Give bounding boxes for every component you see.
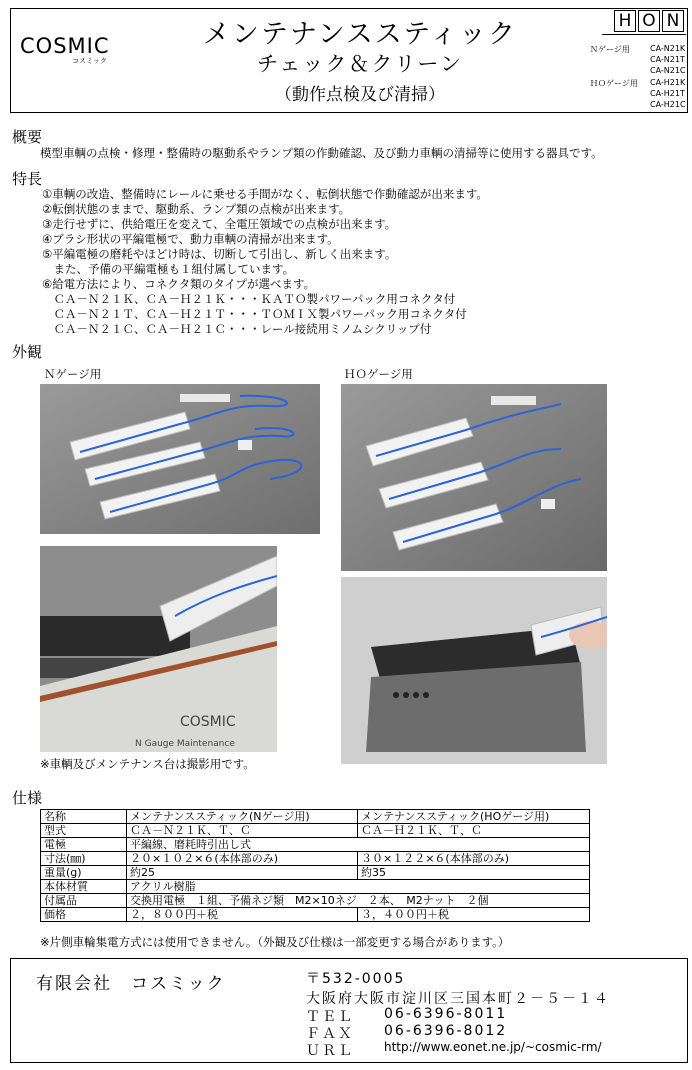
feature-line: ③走行せずに、供給電圧を変えて、全電圧領域での点検が出来ます。 xyxy=(42,217,397,231)
spec-value-n: ２０×１０２×６(本体部のみ) xyxy=(127,852,358,866)
feature-line: ⑤平編電極の磨耗やほどけ時は、切断して引出し、新しく出来ます。 xyxy=(42,247,397,261)
stand-brand-text: COSMIC xyxy=(180,714,236,730)
spec-value-ho: 約35 xyxy=(358,866,590,880)
overview-heading: 概要 xyxy=(12,128,43,146)
url-label: ＵＲＬ xyxy=(306,1043,354,1059)
spec-value-ho: ＣＡ－Ｈ２１Ｋ、Ｔ、Ｃ xyxy=(358,824,590,838)
spec-value-both: アクリル樹脂 xyxy=(127,880,590,894)
scale-box-n: N xyxy=(662,10,684,32)
ho-model-c: CA-H21C xyxy=(650,100,686,109)
appearance-heading: 外観 xyxy=(12,343,43,361)
scale-underline xyxy=(602,34,686,35)
company-logo-sub: コスミック xyxy=(72,57,107,65)
stand-label-text: N Gauge Maintenance xyxy=(135,739,235,749)
address: 大阪府大阪市淀川区三国本町２－５－１４ xyxy=(306,991,610,1007)
product-title: メンテナンススティック xyxy=(202,19,518,50)
features-list xyxy=(42,187,488,337)
feature-line: ＣＡ－Ｎ２１Ｔ、ＣＡ－Ｈ２１Ｔ・・・ＴＯＭＩＸ製パワーパック用コネクタ付 xyxy=(42,307,467,321)
product-subtitle-2: （動作点検及び清掃） xyxy=(275,85,445,105)
scale-box-h: H xyxy=(614,10,636,32)
spec-table xyxy=(40,809,590,922)
n-model-c: CA-N21C xyxy=(650,66,686,75)
spec-value-n: ２，８００円＋税 xyxy=(127,908,358,922)
feature-line: ②転倒状態のままで、駆動系、ランプ類の点検が出来ます。 xyxy=(42,202,351,216)
spec-value-n: 約25 xyxy=(127,866,358,880)
features-heading: 特長 xyxy=(12,170,43,188)
spec-value-ho: ３，４００円＋税 xyxy=(358,908,590,922)
table-row xyxy=(41,838,590,852)
website-link[interactable]: http://www.eonet.ne.jp/~cosmic-rm/ xyxy=(384,1040,602,1054)
scale-box-o: O xyxy=(638,10,660,32)
n-gauge-product-photo xyxy=(40,384,320,534)
feature-line: ＣＡ－Ｎ２１Ｋ、ＣＡ－Ｈ２１Ｋ・・・ＫＡＴＯ製パワーパック用コネクタ付 xyxy=(42,292,456,306)
table-row xyxy=(41,852,590,866)
fax-number: 06-6396-8012 xyxy=(384,1023,508,1039)
ho-gauge-usage-photo xyxy=(341,577,607,764)
n-gauge-usage-photo xyxy=(40,546,277,752)
ho-model-t: CA-H21T xyxy=(650,89,685,98)
n-model-t: CA-N21T xyxy=(650,55,685,64)
company-logo: COSMIC xyxy=(20,34,110,58)
tel-label: ＴＥＬ xyxy=(306,1009,354,1025)
table-row xyxy=(41,824,590,838)
spec-value-both: 交換用電極 １組、予備ネジ類 M2×10ネジ ２本、 M2ナット ２個 xyxy=(127,894,590,908)
spec-value-n: ＣＡ－Ｎ２１Ｋ、Ｔ、Ｃ xyxy=(127,824,358,838)
feature-line: ⑥給電方法により、コネクタ類のタイプが選べます。 xyxy=(42,277,316,291)
ho-model-k: CA-H21K xyxy=(650,78,686,87)
overview-text: 模型車輌の点検・修理・整備時の駆動系やランプ類の作動確認、及び動力車輌の清掃等に使用する器具です。 xyxy=(40,146,603,160)
product-subtitle: チェック＆クリーン xyxy=(257,52,463,76)
company-name: 有限会社 コスミック xyxy=(36,974,226,994)
spec-label: 名称 xyxy=(41,810,127,824)
fax-label: ＦＡＸ xyxy=(306,1026,354,1042)
spec-note: ※片側車輪集電方式には使用できません。（外観及び仕様は一部変更する場合があります。） xyxy=(40,935,510,949)
ho-gauge-caption: ＨＯゲージ用 xyxy=(344,367,413,381)
feature-line: ①車輌の改造、整備時にレールに乗せる手間がなく、転倒状態で作動確認が出来ます。 xyxy=(42,187,488,201)
spec-value-both: 平編線、磨耗時引出し式 xyxy=(127,838,590,852)
spec-label: 型式 xyxy=(41,824,127,838)
feature-line: ④ブラシ形状の平編電極で、動力車輌の清掃が出来ます。 xyxy=(42,232,339,246)
spec-value-n: メンテナンススティック(Nゲージ用) xyxy=(127,810,358,824)
n-gauge-label: Ｎゲージ用 xyxy=(590,45,630,54)
feature-line: ＣＡ－Ｎ２１Ｃ、ＣＡ－Ｈ２１Ｃ・・・レール接続用ミノムシクリップ付 xyxy=(42,322,432,336)
spec-label: 重量(g) xyxy=(41,866,127,880)
n-gauge-caption: Ｎゲージ用 xyxy=(44,367,102,381)
n-model-k: CA-N21K xyxy=(650,44,686,53)
photo-note: ※車輌及びメンテナンス台は撮影用です。 xyxy=(40,757,255,771)
spec-label: 価格 xyxy=(41,908,127,922)
spec-label: 電極 xyxy=(41,838,127,852)
spec-label: 付属品 xyxy=(41,894,127,908)
table-row xyxy=(41,880,590,894)
spec-label: 本体材質 xyxy=(41,880,127,894)
table-row xyxy=(41,866,590,880)
spec-label: 寸法(㎜) xyxy=(41,852,127,866)
spec-value-ho: メンテナンススティック(HOゲージ用) xyxy=(358,810,590,824)
spec-value-ho: ３０×１２２×６(本体部のみ) xyxy=(358,852,590,866)
table-row xyxy=(41,894,590,908)
ho-gauge-product-photo xyxy=(341,384,607,571)
feature-line: また、予備の平編電極も１組付属しています。 xyxy=(42,262,295,276)
table-row xyxy=(41,810,590,824)
table-row xyxy=(41,908,590,922)
ho-gauge-label: ＨＯゲージ用 xyxy=(590,79,638,88)
tel-number: 06-6396-8011 xyxy=(384,1006,508,1022)
postal-code: 〒532-0005 xyxy=(306,971,406,987)
spec-heading: 仕様 xyxy=(12,789,43,807)
